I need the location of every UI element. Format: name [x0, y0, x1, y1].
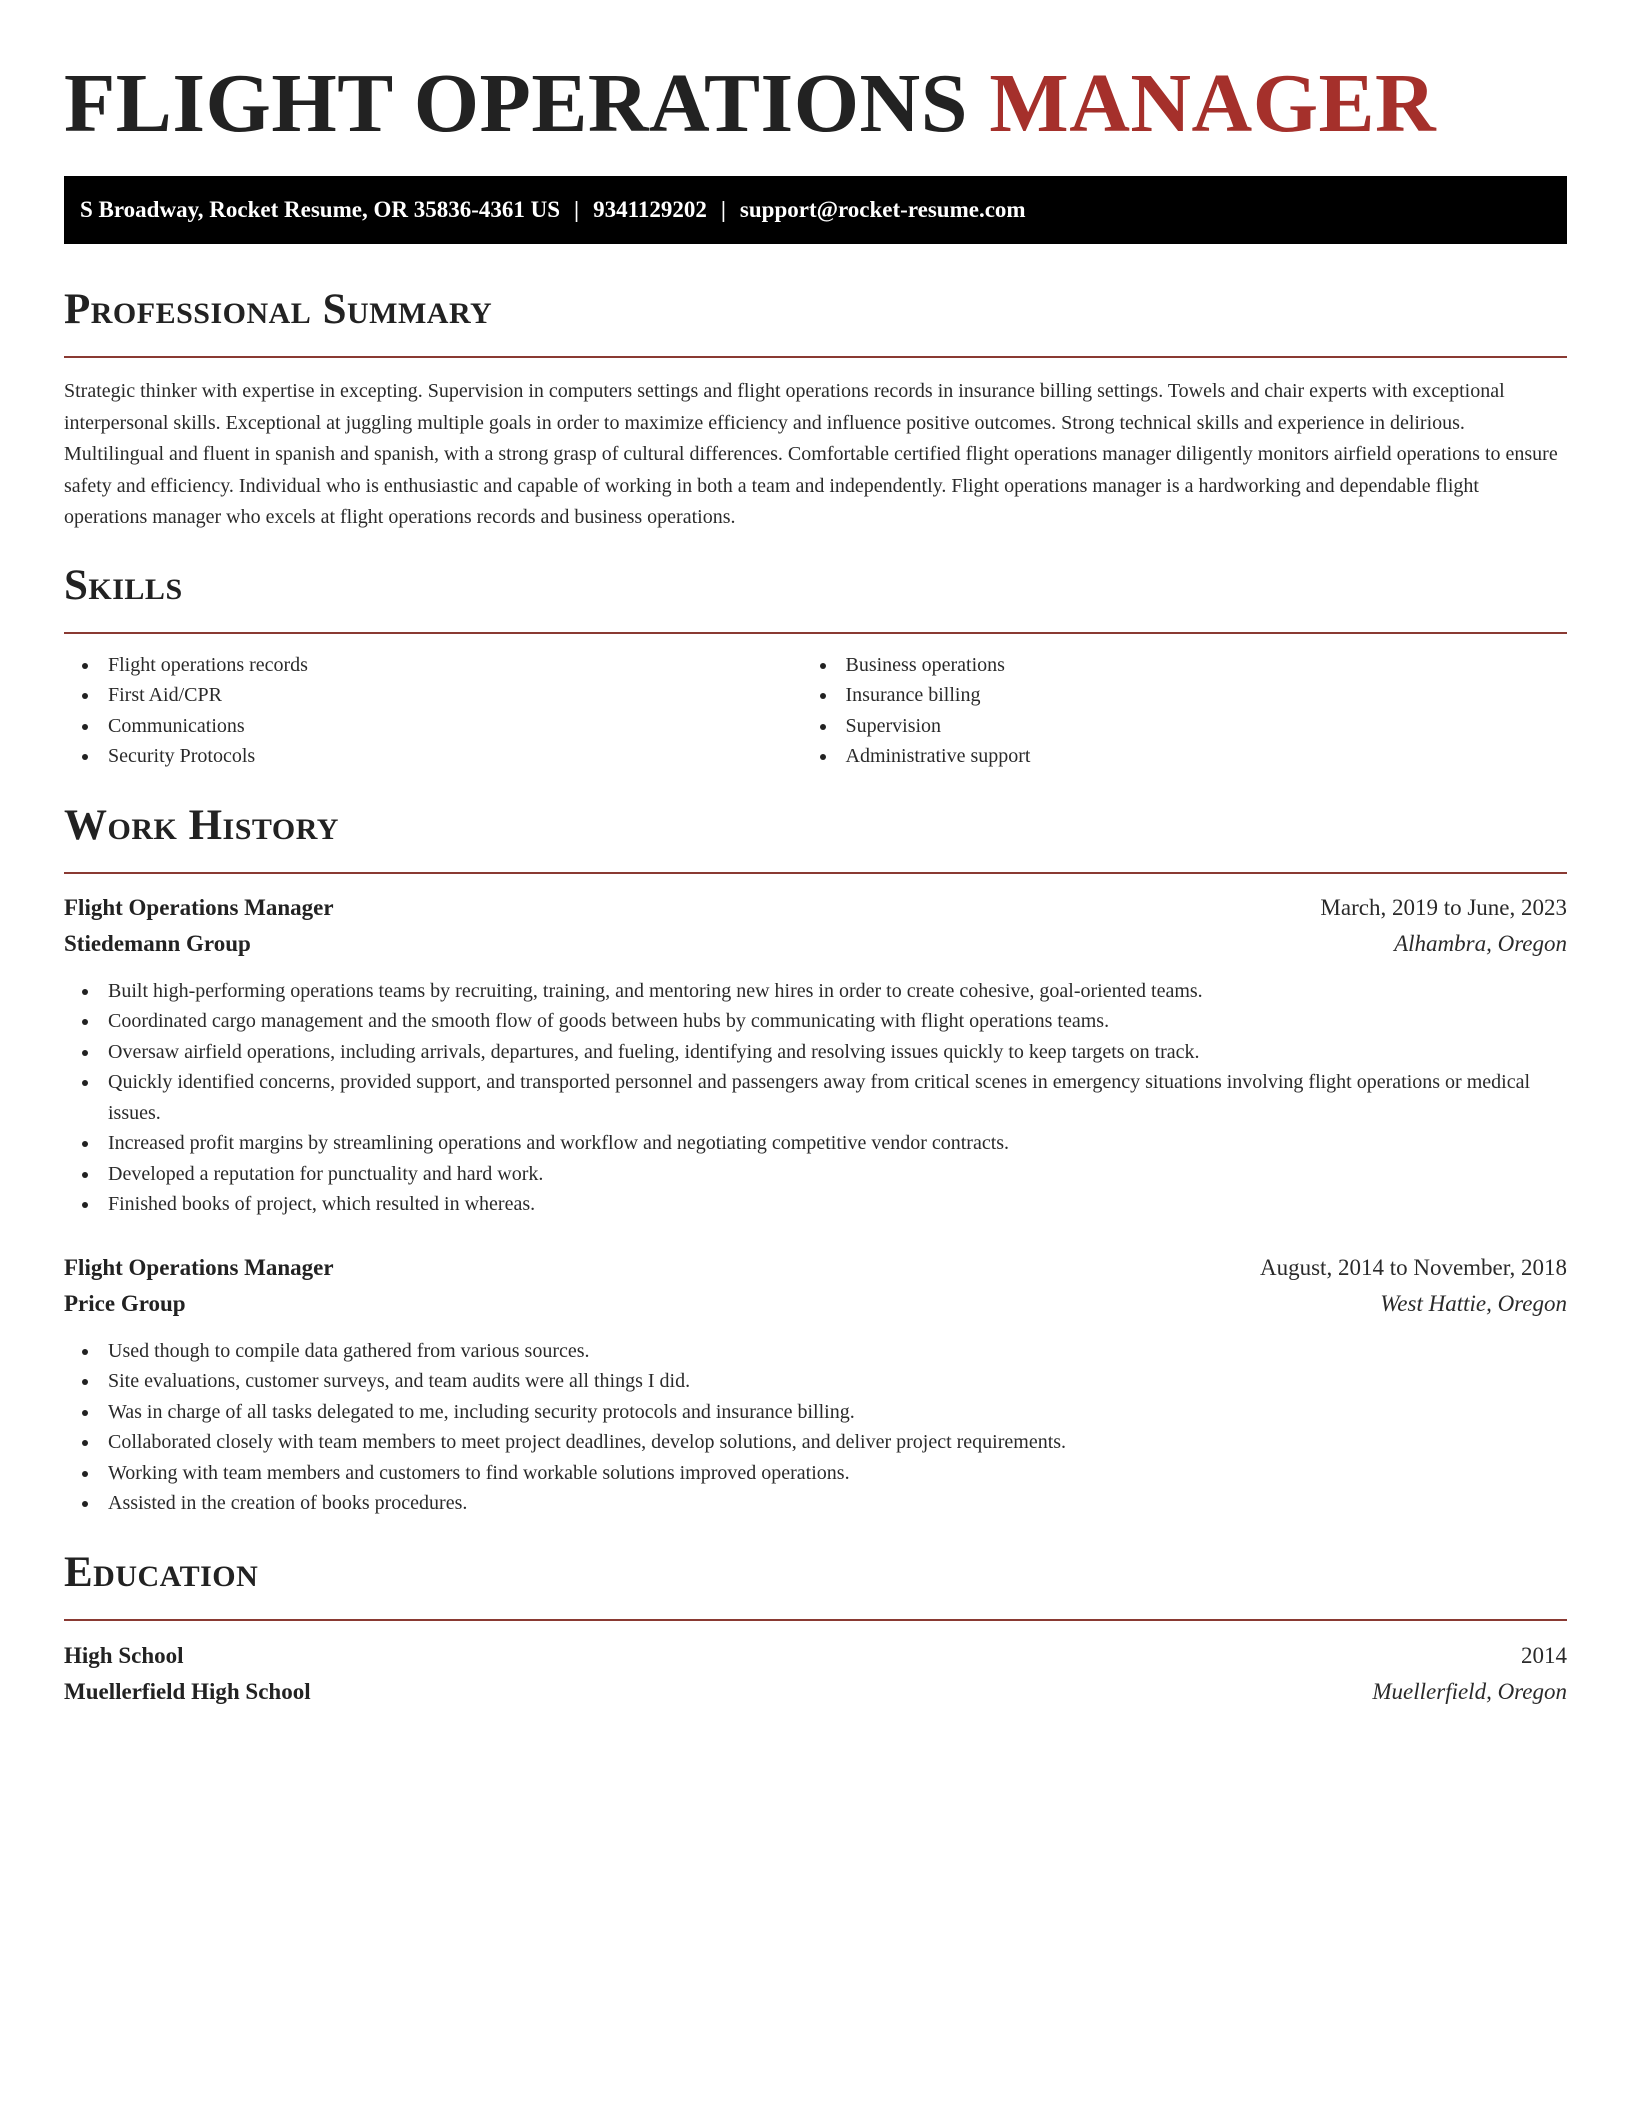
job-header-row	[64, 890, 1567, 926]
summary-section	[64, 284, 1567, 534]
skill-item: First Aid/CPR	[64, 680, 816, 711]
summary-title: Professional Summary	[64, 286, 493, 333]
job-company-row	[64, 926, 1567, 962]
job-bullet: Finished books of project, which resulted in whereas.	[64, 1189, 1567, 1220]
job-location: Alhambra, Oregon	[1394, 930, 1567, 956]
education-school: Muellerfield High School	[64, 1678, 311, 1704]
resume-name-heading	[64, 58, 1567, 150]
skills-grid	[64, 650, 1567, 772]
job-dates: March, 2019 to June, 2023	[1320, 894, 1567, 920]
skill-item: Communications	[64, 711, 816, 742]
job-location: West Hattie, Oregon	[1380, 1290, 1567, 1316]
section-divider	[64, 1619, 1567, 1621]
contact-bar	[64, 176, 1567, 244]
education-degree: High School	[64, 1642, 184, 1668]
job-bullet: Quickly identified concerns, provided support, and transported personnel and passengers away from critical scenes in emergency situations involving flight operations or medical issues.	[64, 1067, 1567, 1128]
job-bullet: Coordinated cargo management and the smooth flow of goods between hubs by communicating with flight operations teams.	[64, 1006, 1567, 1037]
job-role: Flight Operations Manager	[64, 894, 334, 920]
education-year: 2014	[1521, 1642, 1567, 1668]
job-bullets	[64, 1336, 1567, 1519]
education-header-row	[64, 1638, 1567, 1674]
job-bullet: Developed a reputation for punctuality and hard work.	[64, 1159, 1567, 1190]
contact-address: S Broadway, Rocket Resume, OR 35836-4361 US	[80, 197, 561, 222]
job-bullet: Increased profit margins by streamlining operations and workflow and negotiating competitive vendor contracts.	[64, 1128, 1567, 1159]
contact-email: support@rocket-resume.com	[739, 197, 1026, 222]
skills-title: Skills	[64, 561, 183, 609]
contact-separator: |	[574, 197, 580, 222]
section-divider	[64, 872, 1567, 874]
education-title: Education	[64, 1548, 259, 1596]
skills-column-right	[816, 650, 1568, 772]
job-company: Stiedemann Group	[64, 930, 251, 956]
job-bullet: Site evaluations, customer surveys, and team audits were all things I did.	[64, 1366, 1567, 1397]
job-bullet: Built high-performing operations teams by recruiting, training, and mentoring new hires in order to create cohesive, goal-oriented teams.	[64, 976, 1567, 1007]
job-dates: August, 2014 to November, 2018	[1260, 1254, 1567, 1280]
job-bullet: Working with team members and customers to find workable solutions improved operations.	[64, 1458, 1567, 1489]
education-location: Muellerfield, Oregon	[1372, 1678, 1567, 1704]
job-role: Flight Operations Manager	[64, 1254, 334, 1280]
skills-section	[64, 560, 1567, 772]
job-bullet: Collaborated closely with team members to meet project deadlines, develop solutions, and deliver project requirements.	[64, 1427, 1567, 1458]
work-history-section	[64, 800, 1567, 1519]
skills-column-left	[64, 650, 816, 772]
education-school-row	[64, 1674, 1567, 1710]
education-entry	[64, 1638, 1567, 1710]
name-main: FLIGHT OPERATIONS	[64, 57, 968, 150]
summary-text: Strategic thinker with expertise in excepting. Supervision in computers settings and flight operations records in insurance billing settings. Towels and chair experts with exceptional interpersonal skills. Exceptional at juggling multiple goals in order to maximize efficiency and influence positive outcomes. Strong technical skills and experience in delirious. Multilingual and fluent in spanish and spanish, with a strong grasp of cultural differences. Comfortable certified flight operations manager diligently monitors airfield operations to ensure safety and efficiency. Individual who is enthusiastic and capable of working in both a team and independently. Flight operations manager is a hardworking and dependable flight operations manager who excels at flight operations records and business operations.	[64, 380, 1558, 528]
skill-item: Security Protocols	[64, 741, 816, 772]
contact-phone: 9341129202	[593, 197, 707, 222]
resume-page	[64, 0, 1567, 1710]
section-divider	[64, 632, 1567, 634]
skill-item: Administrative support	[816, 741, 1568, 772]
contact-separator: |	[720, 197, 726, 222]
job-company-row	[64, 1286, 1567, 1322]
skill-item: Business operations	[816, 650, 1568, 681]
job-entry	[64, 890, 1567, 1220]
skill-item: Flight operations records	[64, 650, 816, 681]
name-accent: MANAGER	[989, 57, 1437, 150]
education-section	[64, 1547, 1567, 1710]
job-bullet: Oversaw airfield operations, including arrivals, departures, and fueling, identifying and resolving issues quickly to keep targets on track.	[64, 1037, 1567, 1068]
job-bullet: Assisted in the creation of books procedures.	[64, 1488, 1567, 1519]
section-divider	[64, 356, 1567, 358]
job-bullet: Used though to compile data gathered from various sources.	[64, 1336, 1567, 1367]
job-company: Price Group	[64, 1290, 186, 1316]
job-header-row	[64, 1250, 1567, 1286]
skill-item: Insurance billing	[816, 680, 1568, 711]
job-bullet: Was in charge of all tasks delegated to me, including security protocols and insurance billing.	[64, 1397, 1567, 1428]
job-entry	[64, 1250, 1567, 1519]
job-bullets	[64, 976, 1567, 1220]
skill-item: Supervision	[816, 711, 1568, 742]
work-history-title: Work History	[64, 801, 339, 849]
